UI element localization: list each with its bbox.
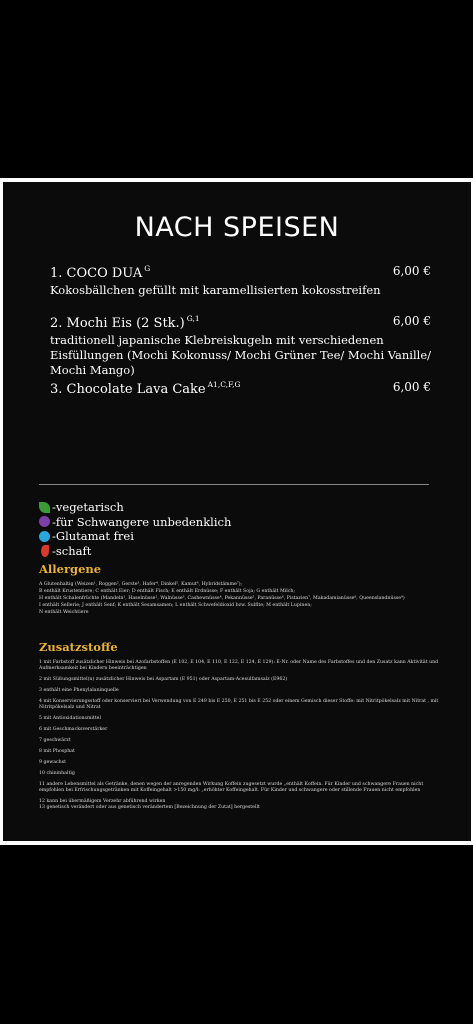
menu-item-2 bbox=[50, 314, 431, 378]
page-title: NACH SPEISEN bbox=[134, 212, 340, 243]
allergene-list bbox=[39, 581, 441, 616]
legend-item-vegetarian bbox=[39, 500, 231, 515]
legend-item-spicy bbox=[39, 544, 231, 559]
zusatz-line: 5 mit Antioxidationsmittel bbox=[39, 716, 101, 721]
allergene-line: H enthält Schalenfrüchte (Mandeln¹, Haselnüsse², Walnüsse³, Cashewnüsse⁴, Pekannüsse⁵, Paranüsse⁶, Pistazien⁷, Makadamianüsse⁸, Queenslandnüsse⁹) bbox=[39, 596, 405, 601]
zusatz-line: 4 mit Konservierungsstoff oder konserviert bei Verwendung von E 249 bis E 250, E 251 bis E 252 oder einem Gemisch dieser Stoffe: mit Nitritpökelsalz mit Nitrat , mit Nitritpökelsalz und Nitrat bbox=[39, 699, 439, 710]
zusatzstoffe-list bbox=[39, 660, 441, 811]
legend-label: -Glutamat frei bbox=[52, 529, 134, 544]
zusatz-line: 2 mit Süßungsmittel(n) zusätzlicher Hinweis bei Aspartam (E 951) oder Aspartam-Acesulfamsalz (E962) bbox=[39, 677, 288, 682]
legend-item-glutamate bbox=[39, 529, 231, 544]
item-name: 3. Chocolate Lava Cake bbox=[50, 382, 206, 397]
item-allergen-code: G,1 bbox=[186, 314, 200, 323]
item-price: 6,00 € bbox=[392, 380, 431, 394]
item-name: 1. COCO DUA bbox=[50, 266, 143, 281]
zusatz-line: 8 mit Phosphat bbox=[39, 749, 75, 754]
allergene-line: B enthält Krustentiere; C enthält Eier; D enthält Fisch; E enthält Erdnüsse; F enthält Soja; G enthält Milch; bbox=[39, 589, 296, 594]
legend bbox=[39, 500, 231, 558]
pregnant-icon bbox=[39, 516, 50, 527]
item-allergen-code: A1,C,F,G bbox=[207, 380, 241, 389]
zusatz-line: 13 genetisch verändert oder aus genetisch verändertem [Bezeichnung der Zutat] hergestellt bbox=[39, 805, 260, 810]
zusatz-line: 11 andere Lebensmittel als Getränke, denen wegen der anregenden Wirkung Koffein zugesetzt wurde „enthält Koffein. Für Kinder und schwangere Frauen nicht empfohlen bei Erfrischungsgetränken mit Koffeingehalt >150 mg/l: „erhöhter Koffeingehalt. Für Kinder und schwangere oder stillende Frauen nicht empfohlen bbox=[39, 782, 424, 793]
menu-page bbox=[3, 182, 471, 841]
legend-label: -schaft bbox=[52, 543, 92, 558]
menu-item-1 bbox=[50, 264, 431, 298]
zusatzstoffe-heading: Zusatzstoffe bbox=[39, 640, 118, 654]
zusatz-line: 3 enthält eine Phenylalaninquelle bbox=[39, 688, 119, 693]
item-description: traditionell japanische Klebreiskugeln mit verschiedenen Eisfüllungen (Mochi Kokonuss/ Mochi Grüner Tee/ Mochi Vanille/ Mochi Mango) bbox=[50, 333, 432, 377]
allergene-line: I enthält Sellerie; J enthält Senf; K enthält Sesamsamen; L enthält Schwefeldioxid bzw. Sulfite; M enthält Lupinen; bbox=[39, 603, 312, 608]
allergene-line: A Glutenhaltig (Weizen¹, Roggen², Gerste³, Hafer⁴, Dinkel⁵, Kamut⁶, Hybridstämme⁷); bbox=[39, 582, 243, 587]
zusatz-line: 1 mit Farbstoff zusätzlicher Hinweis bei Azofarbstoffen (E 102, E 104, E 110, E 122, E 124, E 129): E-Nr. oder Name des Farbstoffes und den Zusatz kann Aktivität und Aufmerksamkeit bei Kindern beeinträchtigen bbox=[39, 660, 439, 671]
item-price: 6,00 € bbox=[392, 264, 431, 278]
legend-item-pregnancy bbox=[39, 515, 231, 530]
menu-item-3 bbox=[50, 380, 431, 397]
glutamate-icon bbox=[39, 531, 50, 542]
allergene-line: N enthält Weichtiere bbox=[39, 610, 89, 615]
legend-label: -für Schwangere unbedenklich bbox=[52, 514, 232, 529]
zusatz-line: 10 chininhaltig bbox=[39, 771, 75, 776]
item-allergen-code: G bbox=[144, 264, 151, 273]
leaf-icon bbox=[39, 502, 50, 513]
chili-icon bbox=[41, 545, 49, 557]
zusatz-line: 12 kann bei übermäßigem Verzehr abführend wirken bbox=[39, 799, 166, 804]
zusatz-line: 9 gewachst bbox=[39, 760, 66, 765]
item-price: 6,00 € bbox=[392, 314, 431, 328]
item-name: 2. Mochi Eis (2 Stk.) bbox=[50, 316, 185, 331]
zusatz-line: 6 mit Geschmacksverstärker bbox=[39, 727, 108, 732]
allergene-heading: Allergene bbox=[39, 562, 102, 576]
legend-label: -vegetarisch bbox=[52, 500, 124, 515]
zusatz-line: 7 geschwärzt bbox=[39, 738, 71, 743]
divider bbox=[39, 484, 429, 485]
item-description: Kokosbällchen gefüllt mit karamellisierten kokosstreifen bbox=[50, 283, 381, 297]
